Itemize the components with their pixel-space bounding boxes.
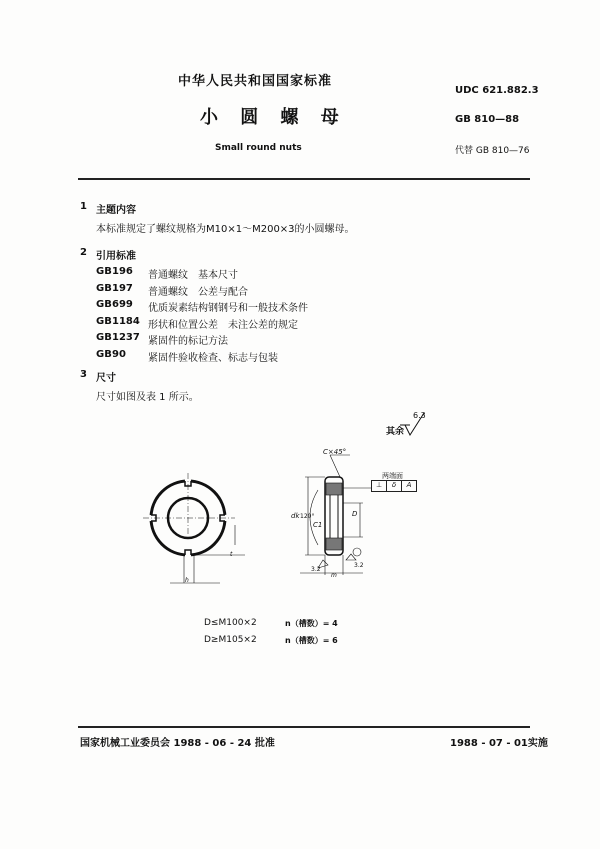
title-english: Small round nuts <box>215 143 302 153</box>
section-heading: 尺寸 <box>96 373 116 384</box>
reference-text: 普通螺纹 基本尺寸 <box>148 270 238 281</box>
document-title: 小 圆 螺 母 <box>200 107 347 128</box>
replaces-code: 代替 GB 810—76 <box>455 146 530 156</box>
reference-code: GB <box>96 266 112 277</box>
datum-label: A <box>406 481 412 489</box>
reference-code: GB <box>96 348 112 360</box>
reference-num: 1237 <box>112 332 140 343</box>
roughness-value: 6.3 <box>413 411 426 420</box>
reference-text: 形状和位置公差 未注公差的规定 <box>148 319 298 331</box>
reference-num: 90 <box>112 348 126 360</box>
d-label: D <box>352 510 358 518</box>
section-number: 1 <box>80 201 87 212</box>
section-body: 本标准规定了螺纹规格为M10×1～M200×3的小圆螺母。 <box>96 224 355 235</box>
roughness-ra-right: 3.2 <box>354 562 364 569</box>
h-label: h <box>185 577 189 584</box>
angle-label: 120° <box>300 513 315 520</box>
slot-count-6: n（槽数）= 6 <box>285 636 338 645</box>
both-ends-label: 两端面 <box>382 472 403 480</box>
reference-num: 1184 <box>112 315 140 327</box>
condition-large-thread: D≥M105×2 <box>204 635 257 645</box>
slot-count-4: n（槽数）= 4 <box>285 619 338 628</box>
reference-text: 紧固件的标记方法 <box>148 336 228 347</box>
reference-text: 优质炭素结构钢钢号和一般技术条件 <box>148 303 308 314</box>
roughness-ra-left: 3.2 <box>311 566 321 573</box>
roughness-rest-label: 其余 <box>386 427 405 437</box>
reference-num: 197 <box>112 282 133 294</box>
tolerance-value: δ <box>387 481 402 491</box>
condition-small-thread: D≤M100×2 <box>204 618 257 628</box>
reference-num: 196 <box>112 266 133 277</box>
reference-code: GB <box>96 332 112 343</box>
standard-code: GB 810—88 <box>455 114 520 125</box>
reference-code: GB <box>96 282 112 294</box>
perpendicularity-symbol: ⊥ <box>372 481 387 491</box>
dk-label: dk <box>291 512 300 520</box>
section-heading: 主题内容 <box>96 205 136 216</box>
reference-code: GB <box>96 299 112 310</box>
effective-date: 1988 - 07 - 01实施 <box>450 738 548 749</box>
section-number: 3 <box>80 369 87 380</box>
t-label: t <box>230 551 233 558</box>
national-standard-label: 中华人民共和国国家标准 <box>178 74 333 89</box>
section-number: 2 <box>80 247 87 258</box>
reference-code: GB <box>96 315 112 327</box>
reference-text: 普通螺纹 公差与配合 <box>148 286 248 298</box>
approval-date: 国家机械工业委员会 1988 - 06 - 24 批准 <box>80 738 275 749</box>
section-body: 尺寸如图及表 1 所示。 <box>96 392 199 403</box>
m-label: m <box>331 572 337 579</box>
footer-rule <box>78 726 530 728</box>
c1-label: C1 <box>313 521 323 529</box>
reference-text: 紧固件验收检查、标志与包装 <box>148 352 278 364</box>
chamfer-label: C×45° <box>323 448 347 456</box>
section-heading: 引用标准 <box>96 251 136 262</box>
reference-num: 699 <box>112 299 133 310</box>
udc-code: UDC 621.882.3 <box>455 85 539 96</box>
